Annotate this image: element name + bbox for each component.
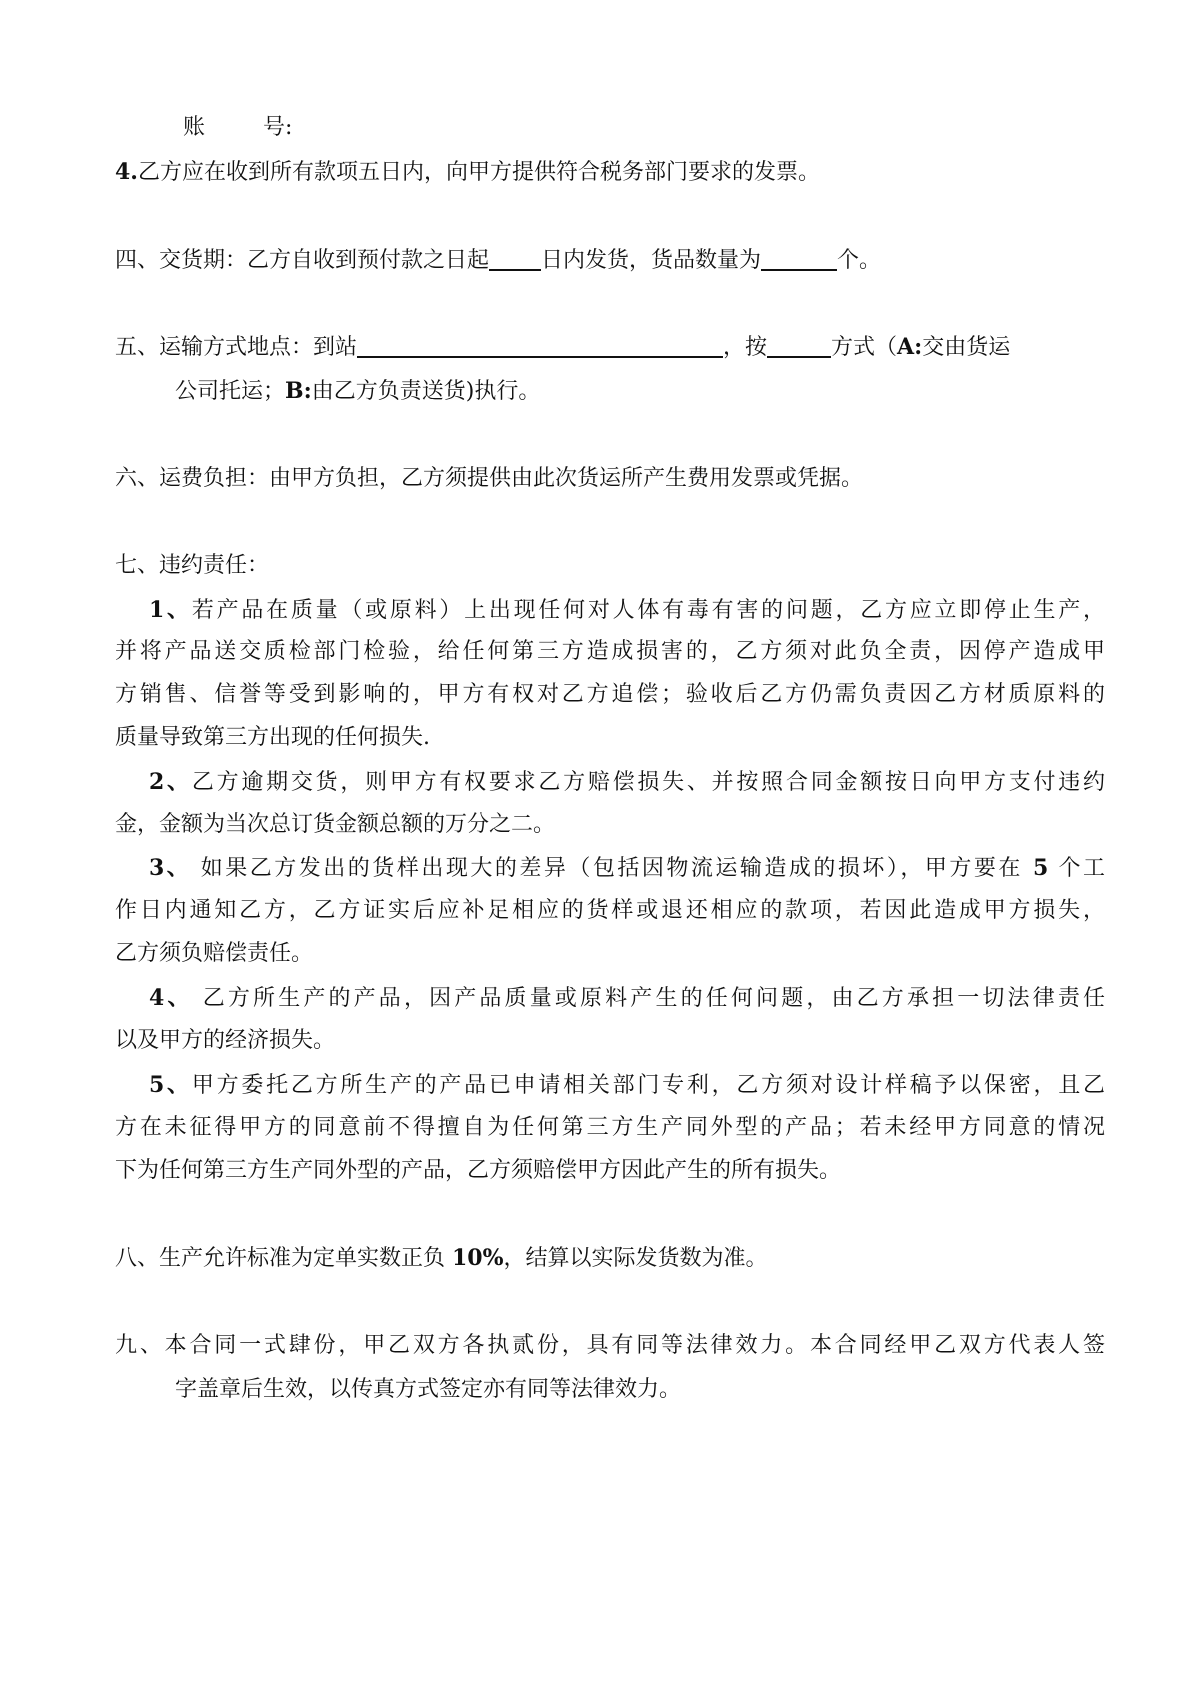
section-8-tolerance (115, 1243, 1105, 1274)
quantity-blank (761, 245, 837, 271)
item-4-number: 4、 (149, 985, 193, 1011)
item-1-line-4: 质量导致第三方出现的任何损失. (115, 725, 430, 750)
section-5-text-f: 由乙方负责送货)执行。 (311, 379, 541, 404)
item-5-number: 5、 (149, 1072, 192, 1098)
section-7-title: 七、违约责任： (115, 553, 270, 578)
section-5-text-b: ，按 (723, 335, 768, 360)
account-number-line (183, 113, 1173, 143)
item-3-days: 5 (1022, 855, 1059, 881)
item-3-line-3: 乙方须负赔偿责任。 (115, 941, 314, 966)
station-blank (357, 332, 723, 358)
item-1-number: 1、 (149, 597, 192, 623)
section-4-delivery (115, 245, 1105, 276)
item-3-number: 3、 (149, 855, 192, 881)
tolerance-percent: 10% (452, 1245, 504, 1271)
item-4-line-1 (115, 983, 1105, 1014)
section-5-transport (115, 332, 1105, 363)
item-3-line-1 (115, 853, 1105, 884)
clause-text: 乙方应在收到所有款项五日内，向甲方提供符合税务部门要求的发票。 (137, 160, 820, 185)
item-4-line-2: 以及甲方的经济损失。 (115, 1028, 336, 1053)
section-4-text-b: 日内发货，货品数量为 (541, 248, 762, 273)
item-5-text-1: 甲方委托乙方所生产的产品已申请相关部门专利，乙方须对设计样稿予以保密，且乙 (191, 1073, 1105, 1098)
item-3-text-1a: 如果乙方发出的货样出现大的差异（包括因物流运输造成的损坏），甲方要在 (191, 856, 1023, 881)
days-blank (489, 245, 541, 271)
item-1-line-3: 方销售、信誉等受到影响的，甲方有权对乙方追偿；验收后乙方仍需负责因乙方材质原料的 (115, 682, 1105, 707)
item-2-text-1: 乙方逾期交货，则甲方有权要求乙方赔偿损失、并按照合同金额按日向甲方支付违约 (191, 770, 1105, 795)
section-5-text-d: 交由货运 (922, 335, 1011, 360)
section-9-line-2: 字盖章后生效，以传真方式签定亦有同等法律效力。 (175, 1377, 682, 1402)
item-5-line-1 (115, 1070, 1105, 1101)
section-4-text-c: 个。 (837, 248, 882, 273)
payment-clause-4 (115, 157, 1105, 188)
section-9-line-1: 九、本合同一式肆份，甲乙双方各执贰份，具有同等法律效力。本合同经甲乙双方代表人签 (115, 1333, 1105, 1358)
item-5-line-2: 方在未征得甲方的同意前不得擅自为任何第三方生产同外型的产品；若未经甲方同意的情况 (115, 1115, 1105, 1140)
section-6-freight: 六、运费负担：由甲方负担，乙方须提供由此次货运所产生费用发票或凭据。 (115, 466, 864, 491)
item-4-text-1: 乙方所生产的产品，因产品质量或原料产生的任何问题，由乙方承担一切法律责任 (192, 986, 1105, 1011)
section-8-text-b: ，结算以实际发货数为准。 (503, 1246, 768, 1271)
account-label-a: 账 (183, 115, 206, 140)
item-5-line-3: 下为任何第三方生产同外型的产品，乙方须赔偿甲方因此产生的所有损失。 (115, 1158, 842, 1183)
section-5-text-e: 公司托运； (175, 379, 286, 404)
section-4-text-a: 四、交货期：乙方自收到预付款之日起 (115, 248, 490, 273)
item-3-line-2: 作日内通知乙方，乙方证实后应补足相应的货样或退还相应的款项，若因此造成甲方损失， (115, 898, 1105, 923)
item-1-text-1: 若产品在质量（或原料）上出现任何对人体有毒有害的问题，乙方应立即停止生产， (191, 598, 1105, 623)
method-blank (767, 332, 831, 358)
item-2-number: 2、 (149, 769, 192, 795)
item-1-line-1 (115, 595, 1105, 626)
section-5-text-a: 五、运输方式地点：到站 (115, 335, 358, 360)
section-8-text-a: 八、生产允许标准为定单实数正负 (115, 1246, 452, 1271)
section-5-text-c: 方式（ (831, 335, 898, 360)
clause-number: 4. (115, 159, 138, 185)
item-2-line-1 (115, 767, 1105, 798)
item-3-text-1b: 个工 (1058, 856, 1105, 881)
option-a-label: A: (897, 334, 923, 360)
account-label-b: 号: (263, 115, 293, 140)
section-5-transport-cont (175, 376, 1105, 407)
item-2-line-2: 金，金额为当次总订货金额总额的万分之二。 (115, 812, 556, 837)
item-1-line-2: 并将产品送交质检部门检验，给任何第三方造成损害的，乙方须对此负全责，因停产造成甲 (115, 639, 1105, 664)
option-b-label: B: (285, 378, 312, 404)
